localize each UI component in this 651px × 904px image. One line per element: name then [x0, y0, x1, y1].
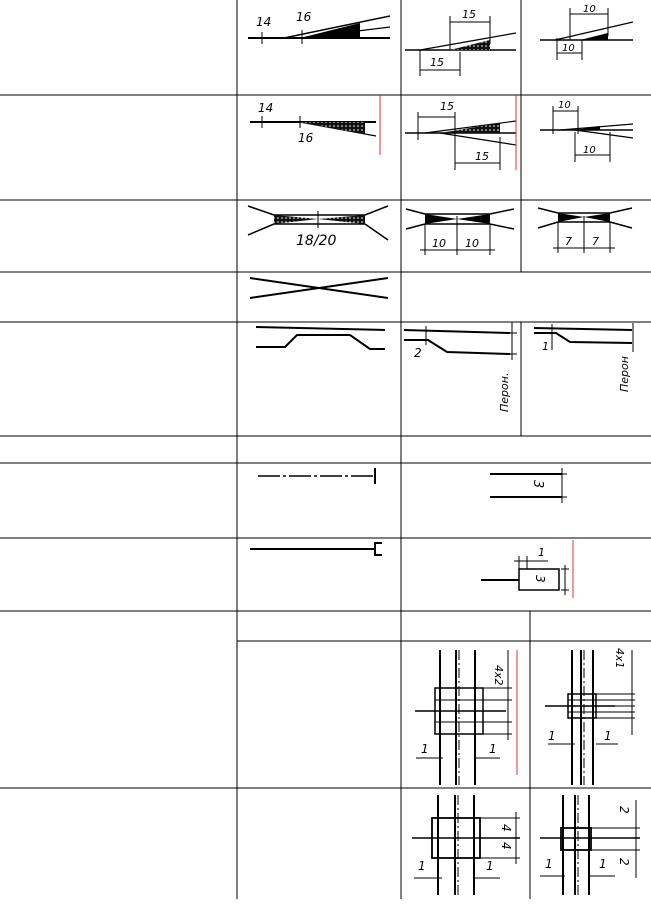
label-4-bottom: 4 — [499, 842, 513, 850]
label-16-row2: 16 — [298, 131, 314, 145]
label-10-top: 10 — [583, 4, 596, 15]
label-4x2: 4x2 — [492, 665, 505, 686]
label-10-row2-bottom: 10 — [583, 145, 596, 156]
signal-block-2-2 — [540, 795, 640, 895]
dead-end-dimensioned — [490, 468, 567, 503]
label-1-4x1-right: 1 — [604, 729, 612, 743]
label-1-bumper: 1 — [538, 546, 545, 559]
label-3-bumper: 3 — [533, 575, 547, 583]
label-14: 14 — [256, 15, 272, 29]
label-1-4x1-left: 1 — [548, 729, 556, 743]
label-16: 16 — [296, 10, 312, 24]
label-10-row3-left: 10 — [432, 237, 446, 250]
platform-symbol-medium — [404, 322, 517, 412]
label-3-deadend: 3 — [530, 480, 545, 489]
switch-symbol-2-medium — [405, 95, 516, 170]
switch-symbol-large — [248, 10, 390, 44]
label-15-row2-top: 15 — [440, 100, 454, 113]
label-1-44-left: 1 — [418, 859, 426, 873]
switch-symbol-small — [540, 4, 633, 60]
switch-symbol-2-small — [540, 100, 633, 162]
bumper-symbol — [250, 543, 382, 555]
label-4x1: 4x1 — [613, 648, 626, 669]
label-2-platform: 2 — [414, 346, 422, 360]
label-10-row3-right: 10 — [465, 237, 479, 250]
label-15-row2-bottom: 15 — [475, 150, 489, 163]
dead-end-symbol — [258, 468, 375, 484]
label-10-bottom: 10 — [562, 43, 575, 54]
double-switch-small — [538, 208, 632, 253]
signal-block-4x1 — [545, 648, 635, 785]
label-15-top: 15 — [462, 8, 476, 21]
platform-symbol-large — [256, 327, 385, 349]
label-18-20: 18/20 — [296, 233, 337, 249]
label-1-platform: 1 — [542, 340, 549, 353]
label-1-4x2-right: 1 — [489, 742, 497, 756]
label-2-bottom: 2 — [617, 858, 631, 866]
label-perron-short: Перон — [618, 356, 631, 392]
crossing-symbol — [250, 278, 388, 298]
platform-symbol-small — [534, 323, 633, 392]
label-15-bottom: 15 — [430, 56, 444, 69]
label-7-left: 7 — [565, 235, 572, 248]
label-10-row2-top: 10 — [558, 100, 571, 111]
double-switch-large — [248, 206, 388, 249]
switch-symbol-medium — [405, 8, 516, 76]
label-1-44-right: 1 — [486, 859, 494, 873]
double-switch-medium — [406, 209, 514, 255]
label-4-top: 4 — [499, 824, 513, 832]
label-perron-full: Перон. — [498, 372, 511, 412]
signal-block-4-4 — [412, 795, 520, 895]
switch-symbol-2-large — [250, 95, 380, 155]
label-1-4x2-left: 1 — [421, 742, 429, 756]
bumper-dimensioned — [481, 540, 573, 598]
label-14-row2: 14 — [258, 101, 274, 115]
label-1-22-right: 1 — [599, 857, 607, 871]
label-7-right: 7 — [592, 235, 599, 248]
label-1-22-left: 1 — [545, 857, 553, 871]
signal-block-4x2 — [415, 650, 517, 785]
label-2-top: 2 — [617, 806, 631, 814]
